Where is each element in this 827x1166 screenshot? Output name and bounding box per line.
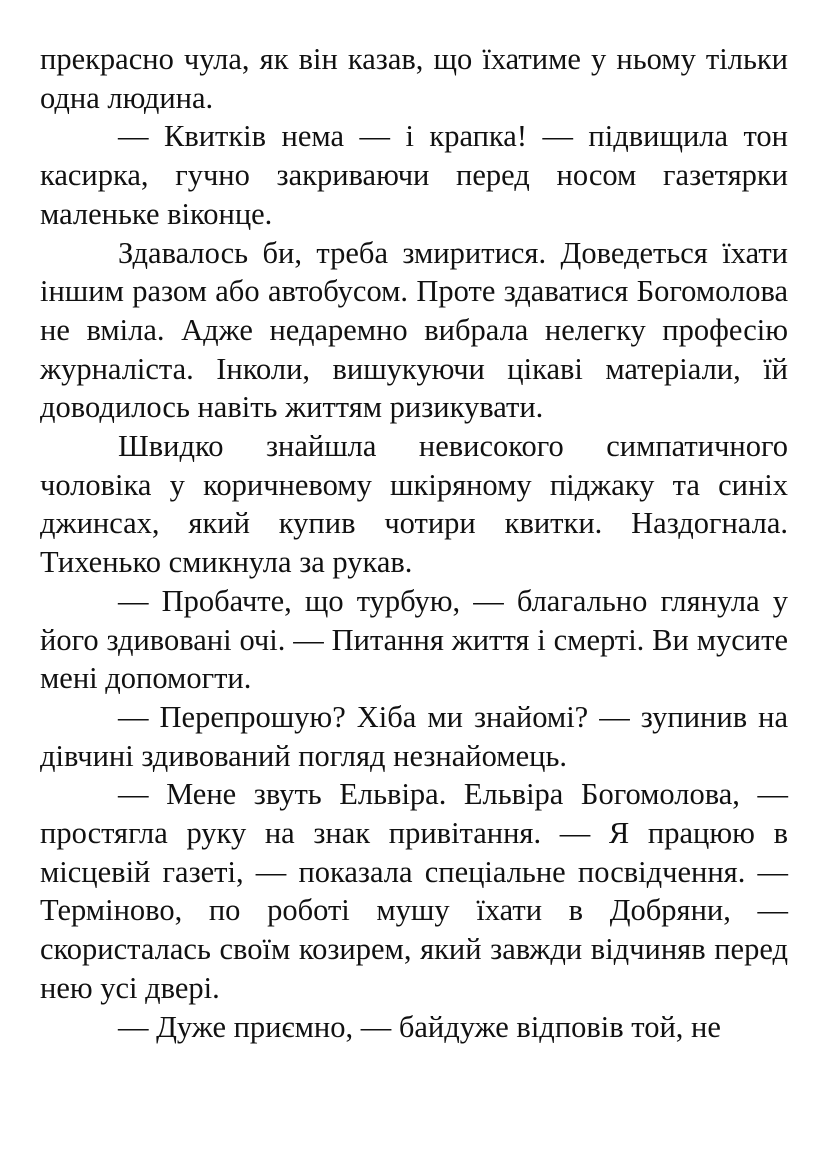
paragraph-stranger-question: — Перепрошую? Хіба ми знайомі? — зупинив на дівчині здивований погляд незнайомець. — [40, 699, 788, 773]
paragraph-stranger-found: Швидко знайшла невисокого симпатичного чоловіка у коричневому шкіряному піджаку та синіх джинсах, який купив чотири квитки. Наздогнала. Тихенько смикнула за рукав. — [40, 429, 788, 580]
paragraph-reply: — Дуже приємно, — байдуже відповів той, не — [118, 1009, 721, 1044]
book-page — [40, 40, 788, 1046]
paragraph-bogomolova-resolve: Здавалось би, треба змиритися. Доведеться їхати іншим разом або автобусом. Проте здаватися Богомолова не вміла. Адже недаремно вибрала нелегку професію журналіста. Інколи, вишукуючи цікаві матеріали, їй доводилось навіть життям ризикувати. — [40, 235, 788, 425]
paragraph-apology-dialogue: — Пробачте, що турбую, — благально глянула у його здивовані очі. — Питання життя і смерті. Ви мусите мені допомогти. — [40, 583, 788, 696]
paragraph-continuation: прекрасно чула, як він казав, що їхатиме у ньому тільки одна людина. — [40, 42, 788, 115]
paragraph-cashier-dialogue: — Квитків нема — і крапка! — підвищила тон касирка, гучно закриваючи перед носом газетярки маленьке віконце. — [40, 119, 788, 231]
paragraph-introduction: — Мене звуть Ельвіра. Ельвіра Богомолова, — простягла руку на знак привітання. — Я працюю в місцевій газеті, — показала спеціальне посвідчення. — Терміново, по роботі мушу їхати в Добряни, — скористалась своїм козирем, який завжди відчиняв перед нею усі двері. — [40, 777, 788, 1005]
